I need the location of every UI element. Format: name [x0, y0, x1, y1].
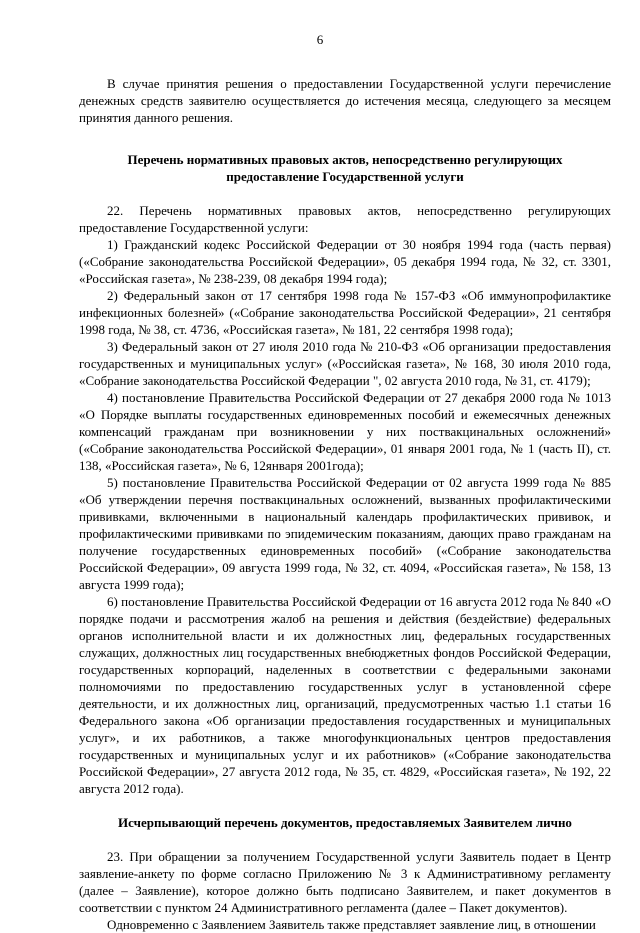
act-item: 6) постановление Правительства Российской Федерации от 16 августа 2012 года № 840 «О порядке подачи и рассмотрения жалоб на решения и действия (бездействие) федеральных органов исполнительной власти и их должностных лиц, федеральных государственных служащих, должностных лиц государственных внебюджетных фондов Российской Федерации, государственных корпораций, наделенных в соответствии с федеральными законами полномочиями по предоставлению государственных услуг в установленной сфере деятельности, и их должностных лиц, организаций, предусмотренных частью 1.1 статьи 16 Федерального закона «Об организации предоставления государственных и муниципальных услуг», и их работников, а также многофункциональных центров предоставления государственных и муниципальных услуг и их работников» («Собрание законодательства Российской Федерации», 27 августа 2012 года, № 35, ст. 4829, «Российская газета», № 192, 22 августа 2012 года). — [79, 594, 611, 796]
act-item: 3) Федеральный закон от 27 июля 2010 года № 210-ФЗ «Об организации предоставления государственных и муниципальных услуг» («Российская газета», № 168, 30 июля 2010 года, «Собрание законодательства Российской Федерации ", 02 августа 2010 года, № 31, ст. 4179); — [79, 339, 611, 388]
section-heading-documents: Исчерпывающий перечень документов, предоставляемых Заявителем лично — [118, 815, 572, 830]
act-item: 2) Федеральный закон от 17 сентября 1998 года № 157-ФЗ «Об иммунопрофилактике инфекционных болезней» («Собрание законодательства Российской Федерации», 21 сентября 1998 года, № 38, ст. 4736, «Российская газета», № 181, 22 сентября 1998 года); — [79, 288, 611, 337]
act-item: 1) Гражданский кодекс Российской Федерации от 30 ноября 1994 года (часть первая) («Собрание законодательства Российской Федерации», 05 декабря 1994 года, № 32, ст. 3301, «Российская газета», № 238-239, 08 декабря 1994 года); — [79, 237, 611, 286]
act-item: 5) постановление Правительства Российской Федерации от 02 августа 1999 года № 885 «Об утверждении перечня поствакцинальных осложнений, вызванных профилактическими прививками, включенными в национальный календарь профилактических прививок, и профилактическими прививками по эпидемическим показаниям, дающих право гражданам на получение государственных единовременных пособий» («Собрание законодательства Российской Федерации», 09 августа 1999 года, № 32, ст. 4094, «Российская газета», № 158, 13 августа 1999 года); — [79, 475, 611, 592]
item-23: 23. При обращении за получением Государственной услуги Заявитель подает в Центр заявление-анкету по форме согласно Приложению № 3 к Административному регламенту (далее – Заявление), которое должно быть подписано Заявителем, и пакет документов в соответствии с пунктом 24 Административного регламента (далее – Пакет документов). — [79, 849, 611, 915]
section-heading-legal-acts: Перечень нормативных правовых актов, непосредственно регулирующих предоставление Государственной услуги — [127, 152, 563, 184]
intro-paragraph: В случае принятия решения о предоставлении Государственной услуги перечисление денежных средств заявителю осуществляется до истечения месяца, следующего за месяцем принятия данного решения. — [79, 76, 611, 125]
document-body — [79, 75, 611, 933]
last-paragraph: Одновременно с Заявлением Заявитель также представляет заявление лиц, в отношении — [107, 917, 596, 932]
act-item: 4) постановление Правительства Российской Федерации от 27 декабря 2000 года № 1013 «О Порядке выплаты государственных единовременных пособий и ежемесячных денежных компенсаций гражданам при возникновении у них поствакцинальных осложнений» («Собрание законодательства Российской Федерации», 01 января 2001 года, № 1 (часть II), ст. 138, «Российская газета», № 6, 12января 2001года); — [79, 390, 611, 473]
item-22: 22. Перечень нормативных правовых актов, непосредственно регулирующих предоставление Государственной услуги: — [79, 203, 611, 235]
page-number: 6 — [316, 32, 324, 47]
